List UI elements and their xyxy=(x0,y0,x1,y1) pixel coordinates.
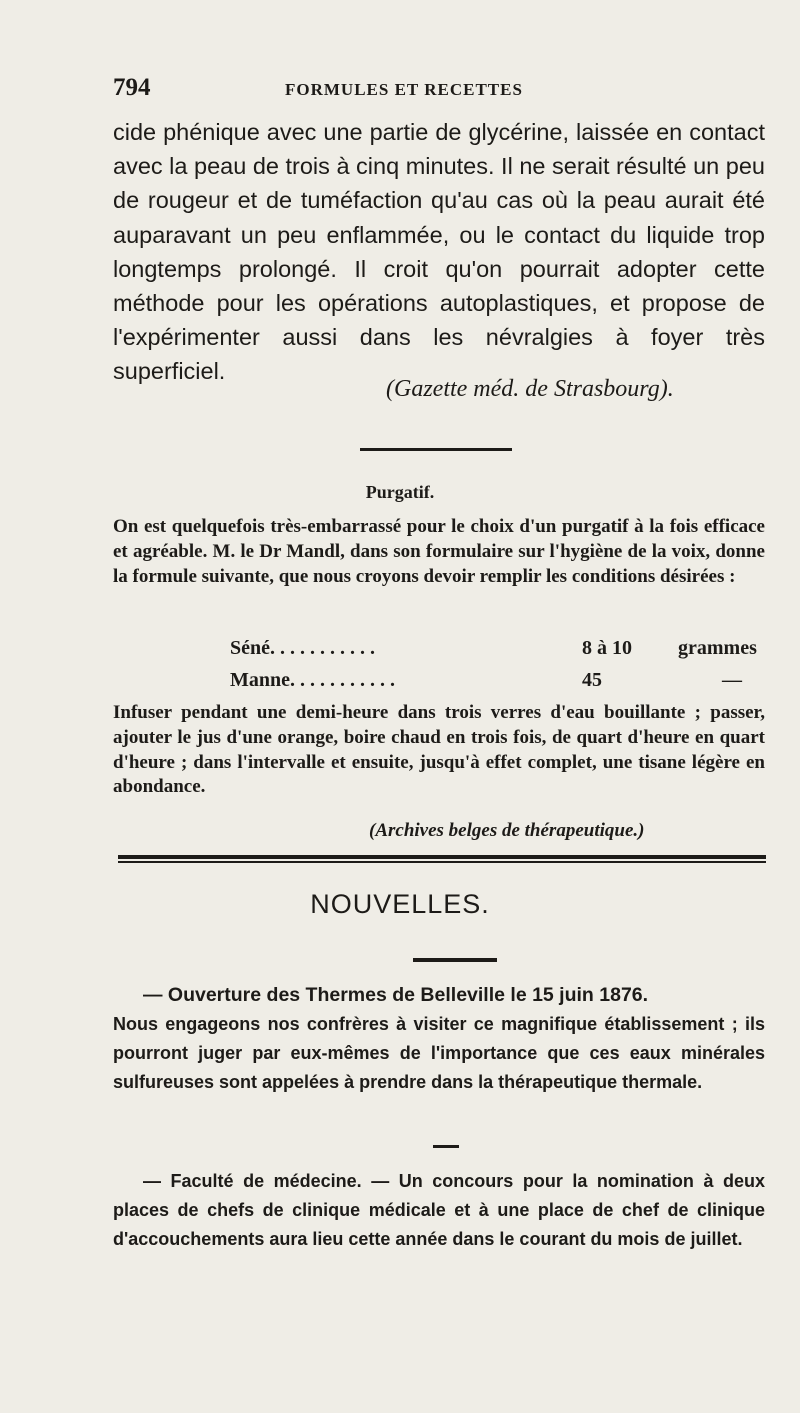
ingredient-row xyxy=(230,669,770,695)
ingredient-quantity: 8 à 10 xyxy=(582,637,632,659)
news-separator xyxy=(433,1145,459,1148)
ingredient-quantity: 45 xyxy=(582,669,602,691)
purgatif-intro: On est quelquefois très-embarrassé pour le choix d'un purgatif à la fois efficace et agréable. M. le Dr Mandl, dans son formulaire sur l'hygiène de la voix, donne la formule suivante, que nous croyons devoir remplir les conditions désirées : xyxy=(113,516,765,587)
double-rule xyxy=(118,855,766,864)
ingredient-unit: — xyxy=(722,669,742,691)
ingredient-name: Séné. . . . . . . . . . . xyxy=(230,637,375,659)
news-item xyxy=(113,1167,765,1254)
running-title: FORMULES ET RECETTES xyxy=(285,80,523,99)
ingredient-row xyxy=(230,637,770,663)
news-item xyxy=(113,981,765,1097)
ingredient-name: Manne. . . . . . . . . . . xyxy=(230,669,395,691)
news-item-text: Un concours pour la nomination à deux places de chefs de clinique médicale et à une place de chef de clinique d'accouchements aura lieu cette année dans le courant du mois de juillet. xyxy=(113,1171,765,1249)
purgatif-instructions: Infuser pendant une demi-heure dans trois verres d'eau bouillante ; passer, ajouter le jus d'une orange, boire chaud en trois fois, de quart d'heure en quart d'heure ; dans l'intervalle et ensuite, jusqu'à effet complet, une tisane légère en abondance. xyxy=(113,702,765,798)
article-source: (Gazette méd. de Strasbourg). xyxy=(386,376,674,402)
section-heading-nouvelles: NOUVELLES. xyxy=(310,889,490,919)
purgatif-source: (Archives belges de thérapeutique.) xyxy=(369,820,645,841)
news-item-text: Nous engageons nos confrères à visiter ce magnifique établissement ; ils pourront juger par eux-mêmes de l'importance que ces eaux minérales sulfureuses sont appelées à prendre dans la thérapeutique thermale. xyxy=(113,1014,765,1092)
ingredient-unit: grammes xyxy=(678,637,757,659)
section-divider xyxy=(413,958,497,962)
running-header xyxy=(113,74,773,110)
article-body: cide phénique avec une partie de glycérine, laissée en contact avec la peau de trois à cinq minutes. Il ne serait résulté un peu de rougeur et de tuméfaction qu'au cas où la peau aurait été auparavant un peu enflammée, ou le contact du liquide trop longtemps prolongé. Il croit qu'on pourrait adopter cette méthode pour les opérations autoplastiques, et propose de l'expérimenter aussi dans les névralgies à foyer très superficiel. xyxy=(113,119,765,385)
section-heading-purgatif: Purgatif. xyxy=(365,482,435,502)
page-number: 794 xyxy=(113,74,151,101)
rule-thin xyxy=(118,861,766,863)
rule-thick xyxy=(118,855,766,859)
news-item-title: — Faculté de médecine. — xyxy=(143,1171,390,1191)
news-item-title: — Ouverture des Thermes de Belleville le 15 juin 1876. xyxy=(143,984,649,1006)
section-divider xyxy=(360,448,512,451)
